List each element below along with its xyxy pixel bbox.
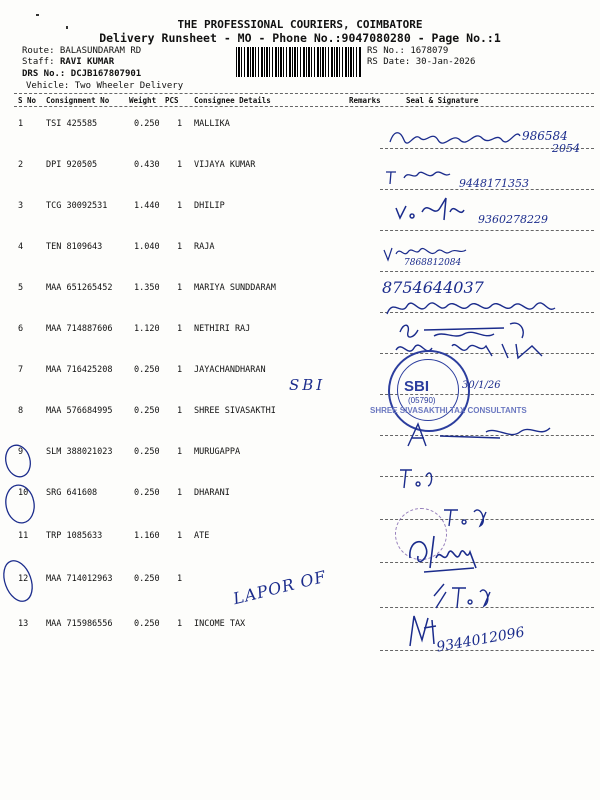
cell-consignment: MAA 716425208: [46, 365, 113, 375]
remark-row12: LAPOR OF: [231, 566, 329, 609]
consultant-stamp: SHREE SIVASAKTHI TAX CONSULTANTS: [370, 406, 527, 415]
table-row: [0, 230, 600, 271]
cell-sno: 7: [18, 365, 24, 375]
sbi-branch-code: (05790): [408, 396, 436, 405]
cell-sno: 5: [18, 283, 24, 293]
corner-mark: [36, 14, 39, 16]
sig-phone-row5: 8754644037: [382, 278, 484, 297]
remark-row7: SBI: [289, 376, 326, 394]
table-row: [0, 519, 600, 560]
cell-consignment: TCG 30092531: [46, 201, 108, 211]
signature-row9: [396, 462, 436, 492]
cell-pcs: 1: [177, 242, 183, 252]
sig-phone-row4: 7868812084: [404, 258, 462, 268]
cell-weight: 0.250: [134, 574, 160, 584]
cell-pcs: 1: [177, 488, 183, 498]
sbi-date: 30/1/26: [462, 380, 501, 391]
cell-consignee: SHREE SIVASAKTHI: [194, 406, 276, 416]
cell-sno: 6: [18, 324, 24, 334]
cell-consignee: MURUGAPPA: [194, 447, 241, 457]
col-consignee: Consignee Details: [194, 96, 271, 105]
cell-consignee: INCOME TAX: [194, 619, 246, 629]
cell-consignee: MALLIKA: [194, 119, 230, 129]
cell-sno: 1: [18, 119, 24, 129]
cell-sno: 12: [18, 574, 29, 584]
cell-sno: 13: [18, 619, 29, 629]
row-divider: [380, 271, 594, 272]
signature-row3: [392, 194, 482, 224]
cell-weight: 1.120: [134, 324, 160, 334]
col-seal-signature: Seal & Signature: [406, 96, 479, 105]
cell-consignee: RAJA: [194, 242, 215, 252]
cell-weight: 0.250: [134, 619, 160, 629]
cell-pcs: 1: [177, 119, 183, 129]
cell-consignment: TRP 1085633: [46, 531, 103, 541]
cell-consignee: JAYACHANDHARAN: [194, 365, 266, 375]
signature-row8: [400, 418, 570, 458]
header-top-rule: [14, 93, 594, 94]
cell-consignment: MAA 714887606: [46, 324, 113, 334]
cell-sno: 9: [18, 447, 24, 457]
col-pcs: PCS: [165, 96, 179, 105]
cell-weight: 0.430: [134, 160, 160, 170]
cell-weight: 0.250: [134, 119, 160, 129]
cell-weight: 1.350: [134, 283, 160, 293]
cell-pcs: 1: [177, 160, 183, 170]
cell-pcs: 1: [177, 324, 183, 334]
staff-label: Staff:: [22, 57, 60, 67]
sig-phone-row1-line2: 2054: [552, 142, 580, 155]
cell-pcs: 1: [177, 447, 183, 457]
drs-label: DRS No.:: [22, 69, 71, 79]
cell-pcs: 1: [177, 619, 183, 629]
row-divider: [380, 230, 594, 231]
sig-phone-row2: 9448171353: [459, 177, 529, 190]
table-row: [0, 476, 600, 517]
rs-number: RS No.: 1678079: [367, 46, 449, 56]
cell-weight: 1.440: [134, 201, 160, 211]
pen-circle-marks: [0, 440, 50, 620]
cell-weight: 0.250: [134, 365, 160, 375]
staff-name: RAVI KUMAR: [59, 57, 115, 67]
drs-number: DCJB167807901: [70, 69, 142, 79]
sbi-logo: SBI: [404, 378, 430, 395]
cell-weight: 0.250: [134, 447, 160, 457]
cell-weight: 1.160: [134, 531, 160, 541]
signature-row11: [404, 528, 494, 576]
signature-row10: [440, 502, 500, 528]
cell-pcs: 1: [177, 406, 183, 416]
cell-consignment: MAA 576684995: [46, 406, 113, 416]
vehicle-line: Vehicle: Two Wheeler Delivery: [26, 81, 184, 91]
cell-consignment: MAA 714012963: [46, 574, 113, 584]
cell-sno: 2: [18, 160, 24, 170]
route-line: Route: BALASUNDARAM RD: [22, 46, 142, 56]
cell-sno: 11: [18, 531, 29, 541]
cell-consignee: VIJAYA KUMAR: [194, 160, 256, 170]
cell-sno: 4: [18, 242, 24, 252]
sig-phone-row1: 986584: [522, 129, 568, 143]
cell-consignee: NETHIRI RAJ: [194, 324, 251, 334]
cell-pcs: 1: [177, 283, 183, 293]
document-title: THE PROFESSIONAL COURIERS, COIMBATORE: [177, 18, 423, 31]
cell-consignment: TSI 425585: [46, 119, 98, 129]
row-divider: [380, 650, 594, 651]
cell-consignment: MAA 715986556: [46, 619, 113, 629]
cell-weight: 0.250: [134, 406, 160, 416]
cell-pcs: 1: [177, 365, 183, 375]
cell-pcs: 1: [177, 201, 183, 211]
sig-phone-row13: 9344012096: [435, 624, 526, 656]
col-remarks: Remarks: [349, 96, 381, 105]
cell-pcs: 1: [177, 531, 183, 541]
document-subtitle: Delivery Runsheet - MO - Phone No.:9047080280 - Page No.:1: [99, 31, 501, 45]
cell-consignee: DHARANI: [194, 488, 230, 498]
cell-pcs: 1: [177, 574, 183, 584]
cell-consignment: TEN 8109643: [46, 242, 103, 252]
cell-consignment: SRG 641608: [46, 488, 98, 498]
cell-sno: 3: [18, 201, 24, 211]
col-weight: Weight: [129, 96, 157, 105]
cell-consignment: MAA 651265452: [46, 283, 113, 293]
col-consignment: Consignment No: [46, 96, 110, 105]
cell-consignment: DPI 920505: [46, 160, 98, 170]
drs-line: [22, 69, 141, 80]
cell-sno: 8: [18, 406, 24, 416]
cell-sno: 10: [18, 488, 29, 498]
col-sno: S No: [18, 96, 37, 105]
sig-phone-row3: 9360278229: [478, 213, 548, 226]
staff-line: [22, 57, 114, 68]
cell-consignee: DHILIP: [194, 201, 225, 211]
cell-weight: 1.040: [134, 242, 160, 252]
barcode: [236, 47, 362, 77]
rs-date: RS Date: 30-Jan-2026: [367, 57, 476, 67]
cell-weight: 0.250: [134, 488, 160, 498]
cell-consignment: SLM 388021023: [46, 447, 113, 457]
cell-consignee: MARIYA SUNDDARAM: [194, 283, 276, 293]
corner-mark: [66, 26, 68, 29]
cell-consignee: ATE: [194, 531, 210, 541]
